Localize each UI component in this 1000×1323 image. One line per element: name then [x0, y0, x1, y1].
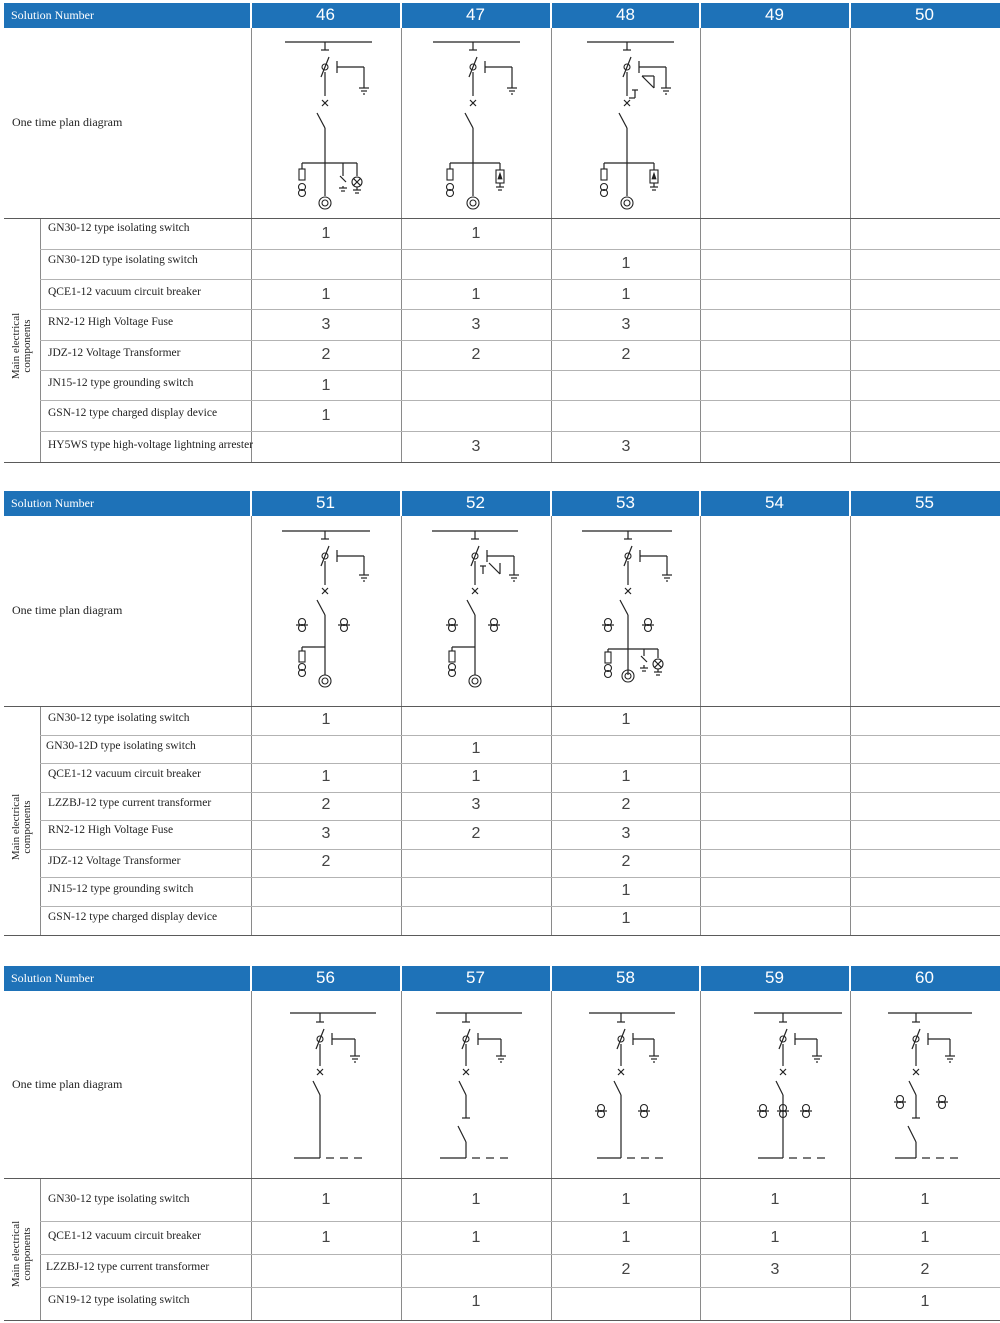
- cell-value: 1: [621, 711, 631, 728]
- components-label: Main electrical components: [10, 793, 33, 861]
- cell-value: 1: [770, 1229, 780, 1246]
- solution-number: 60: [915, 968, 934, 987]
- component-name: QCE1-12 vacuum circuit breaker: [48, 1230, 201, 1242]
- schematic-diagram-56: [286, 1006, 386, 1166]
- solution-table-2: [4, 491, 1000, 937]
- cell-value: 1: [321, 377, 331, 394]
- solution-number: 47: [466, 5, 485, 24]
- cell-value: 1: [471, 286, 481, 303]
- header-label: Solution Number: [11, 8, 94, 22]
- components-label: Main electrical components: [10, 1220, 33, 1288]
- header-label: Solution Number: [11, 496, 94, 510]
- schematic-diagram-57: [432, 1006, 532, 1166]
- component-name: QCE1-12 vacuum circuit breaker: [48, 286, 201, 298]
- component-name: GSN-12 type charged display device: [48, 407, 218, 419]
- component-name: GN30-12D type isolating switch: [46, 740, 196, 752]
- cell-value: 1: [621, 882, 631, 899]
- solution-number: 51: [316, 493, 335, 512]
- cell-value: 1: [321, 225, 331, 242]
- cell-value: 1: [471, 768, 481, 785]
- table-header: [4, 966, 1000, 991]
- cell-value: 1: [621, 286, 631, 303]
- cell-value: 3: [621, 438, 631, 455]
- schematic-diagram-58: [589, 1006, 689, 1166]
- component-name: GN30-12 type isolating switch: [48, 222, 190, 234]
- cell-value: 3: [770, 1261, 780, 1278]
- cell-value: 1: [770, 1191, 780, 1208]
- cell-value: 1: [471, 1229, 481, 1246]
- component-name: GN30-12 type isolating switch: [48, 712, 190, 724]
- component-name: JN15-12 type grounding switch: [48, 883, 194, 895]
- cell-value: 1: [321, 286, 331, 303]
- solution-number: 58: [616, 968, 635, 987]
- cell-value: 1: [321, 1191, 331, 1208]
- cell-value: 1: [621, 768, 631, 785]
- cell-value: 3: [471, 796, 481, 813]
- component-name: GN30-12D type isolating switch: [48, 254, 198, 266]
- component-name: QCE1-12 vacuum circuit breaker: [48, 768, 201, 780]
- cell-value: 2: [621, 1261, 631, 1278]
- solution-number: 46: [316, 5, 335, 24]
- cell-value: 3: [471, 438, 481, 455]
- cell-value: 2: [621, 796, 631, 813]
- diagram-label: One time plan diagram: [12, 603, 123, 617]
- solution-number: 50: [915, 5, 934, 24]
- cell-value: 1: [321, 711, 331, 728]
- cell-value: 1: [471, 225, 481, 242]
- solution-table-1: [4, 3, 1000, 463]
- cell-value: 1: [920, 1191, 930, 1208]
- solution-number: 57: [466, 968, 485, 987]
- components-label: Main electrical components: [10, 312, 33, 380]
- solution-number: 54: [765, 493, 784, 512]
- table-header: [4, 491, 1000, 516]
- schematic-diagram-53: [580, 525, 680, 695]
- cell-value: 1: [920, 1293, 930, 1310]
- component-name: GN30-12 type isolating switch: [48, 1193, 190, 1205]
- cell-value: 3: [471, 316, 481, 333]
- cell-value: 2: [321, 796, 331, 813]
- component-name: RN2-12 High Voltage Fuse: [48, 824, 174, 836]
- cell-value: 1: [621, 910, 631, 927]
- component-name: GN19-12 type isolating switch: [48, 1294, 190, 1306]
- component-name: JN15-12 type grounding switch: [48, 377, 194, 389]
- cell-value: 1: [321, 407, 331, 424]
- diagram-label: One time plan diagram: [12, 1077, 123, 1091]
- solution-number: 59: [765, 968, 784, 987]
- cell-value: 2: [471, 346, 481, 363]
- solution-number: 48: [616, 5, 635, 24]
- component-name: LZZBJ-12 type current transformer: [46, 1261, 210, 1273]
- cell-value: 2: [321, 346, 331, 363]
- schematic-diagram-48: [582, 36, 682, 216]
- component-name: GSN-12 type charged display device: [48, 911, 218, 923]
- solution-table-3: [4, 966, 1000, 1322]
- schematic-diagram-46: [280, 36, 380, 216]
- component-name: JDZ-12 Voltage Transformer: [48, 855, 181, 867]
- cell-value: 2: [920, 1261, 930, 1278]
- solution-number: 56: [316, 968, 335, 987]
- cell-value: 2: [321, 853, 331, 870]
- cell-value: 1: [471, 1191, 481, 1208]
- cell-value: 3: [321, 825, 331, 842]
- component-name: RN2-12 High Voltage Fuse: [48, 316, 174, 328]
- header-label: Solution Number: [11, 971, 94, 985]
- schematic-diagram-47: [428, 36, 528, 216]
- solution-number: 49: [765, 5, 784, 24]
- schematic-diagram-60: [888, 1006, 988, 1166]
- solution-number: 55: [915, 493, 934, 512]
- cell-value: 1: [621, 255, 631, 272]
- schematic-diagram-52: [430, 525, 530, 695]
- cell-value: 2: [471, 825, 481, 842]
- cell-value: 1: [321, 768, 331, 785]
- cell-value: 1: [621, 1229, 631, 1246]
- cell-value: 2: [621, 346, 631, 363]
- cell-value: 1: [621, 1191, 631, 1208]
- cell-value: 1: [471, 1293, 481, 1310]
- cell-value: 3: [621, 316, 631, 333]
- component-name: HY5WS type high-voltage lightning arrester: [48, 439, 254, 451]
- schematic-diagram-51: [280, 525, 380, 695]
- cell-value: 3: [321, 316, 331, 333]
- component-name: JDZ-12 Voltage Transformer: [48, 347, 181, 359]
- solution-number: 53: [616, 493, 635, 512]
- cell-value: 1: [321, 1229, 331, 1246]
- cell-value: 2: [621, 853, 631, 870]
- table-header: [4, 3, 1000, 28]
- cell-value: 3: [621, 825, 631, 842]
- schematic-diagram-59: [750, 1006, 850, 1166]
- cell-value: 1: [471, 740, 481, 757]
- diagram-label: One time plan diagram: [12, 115, 123, 129]
- component-name: LZZBJ-12 type current transformer: [48, 797, 212, 809]
- cell-value: 1: [920, 1229, 930, 1246]
- solution-number: 52: [466, 493, 485, 512]
